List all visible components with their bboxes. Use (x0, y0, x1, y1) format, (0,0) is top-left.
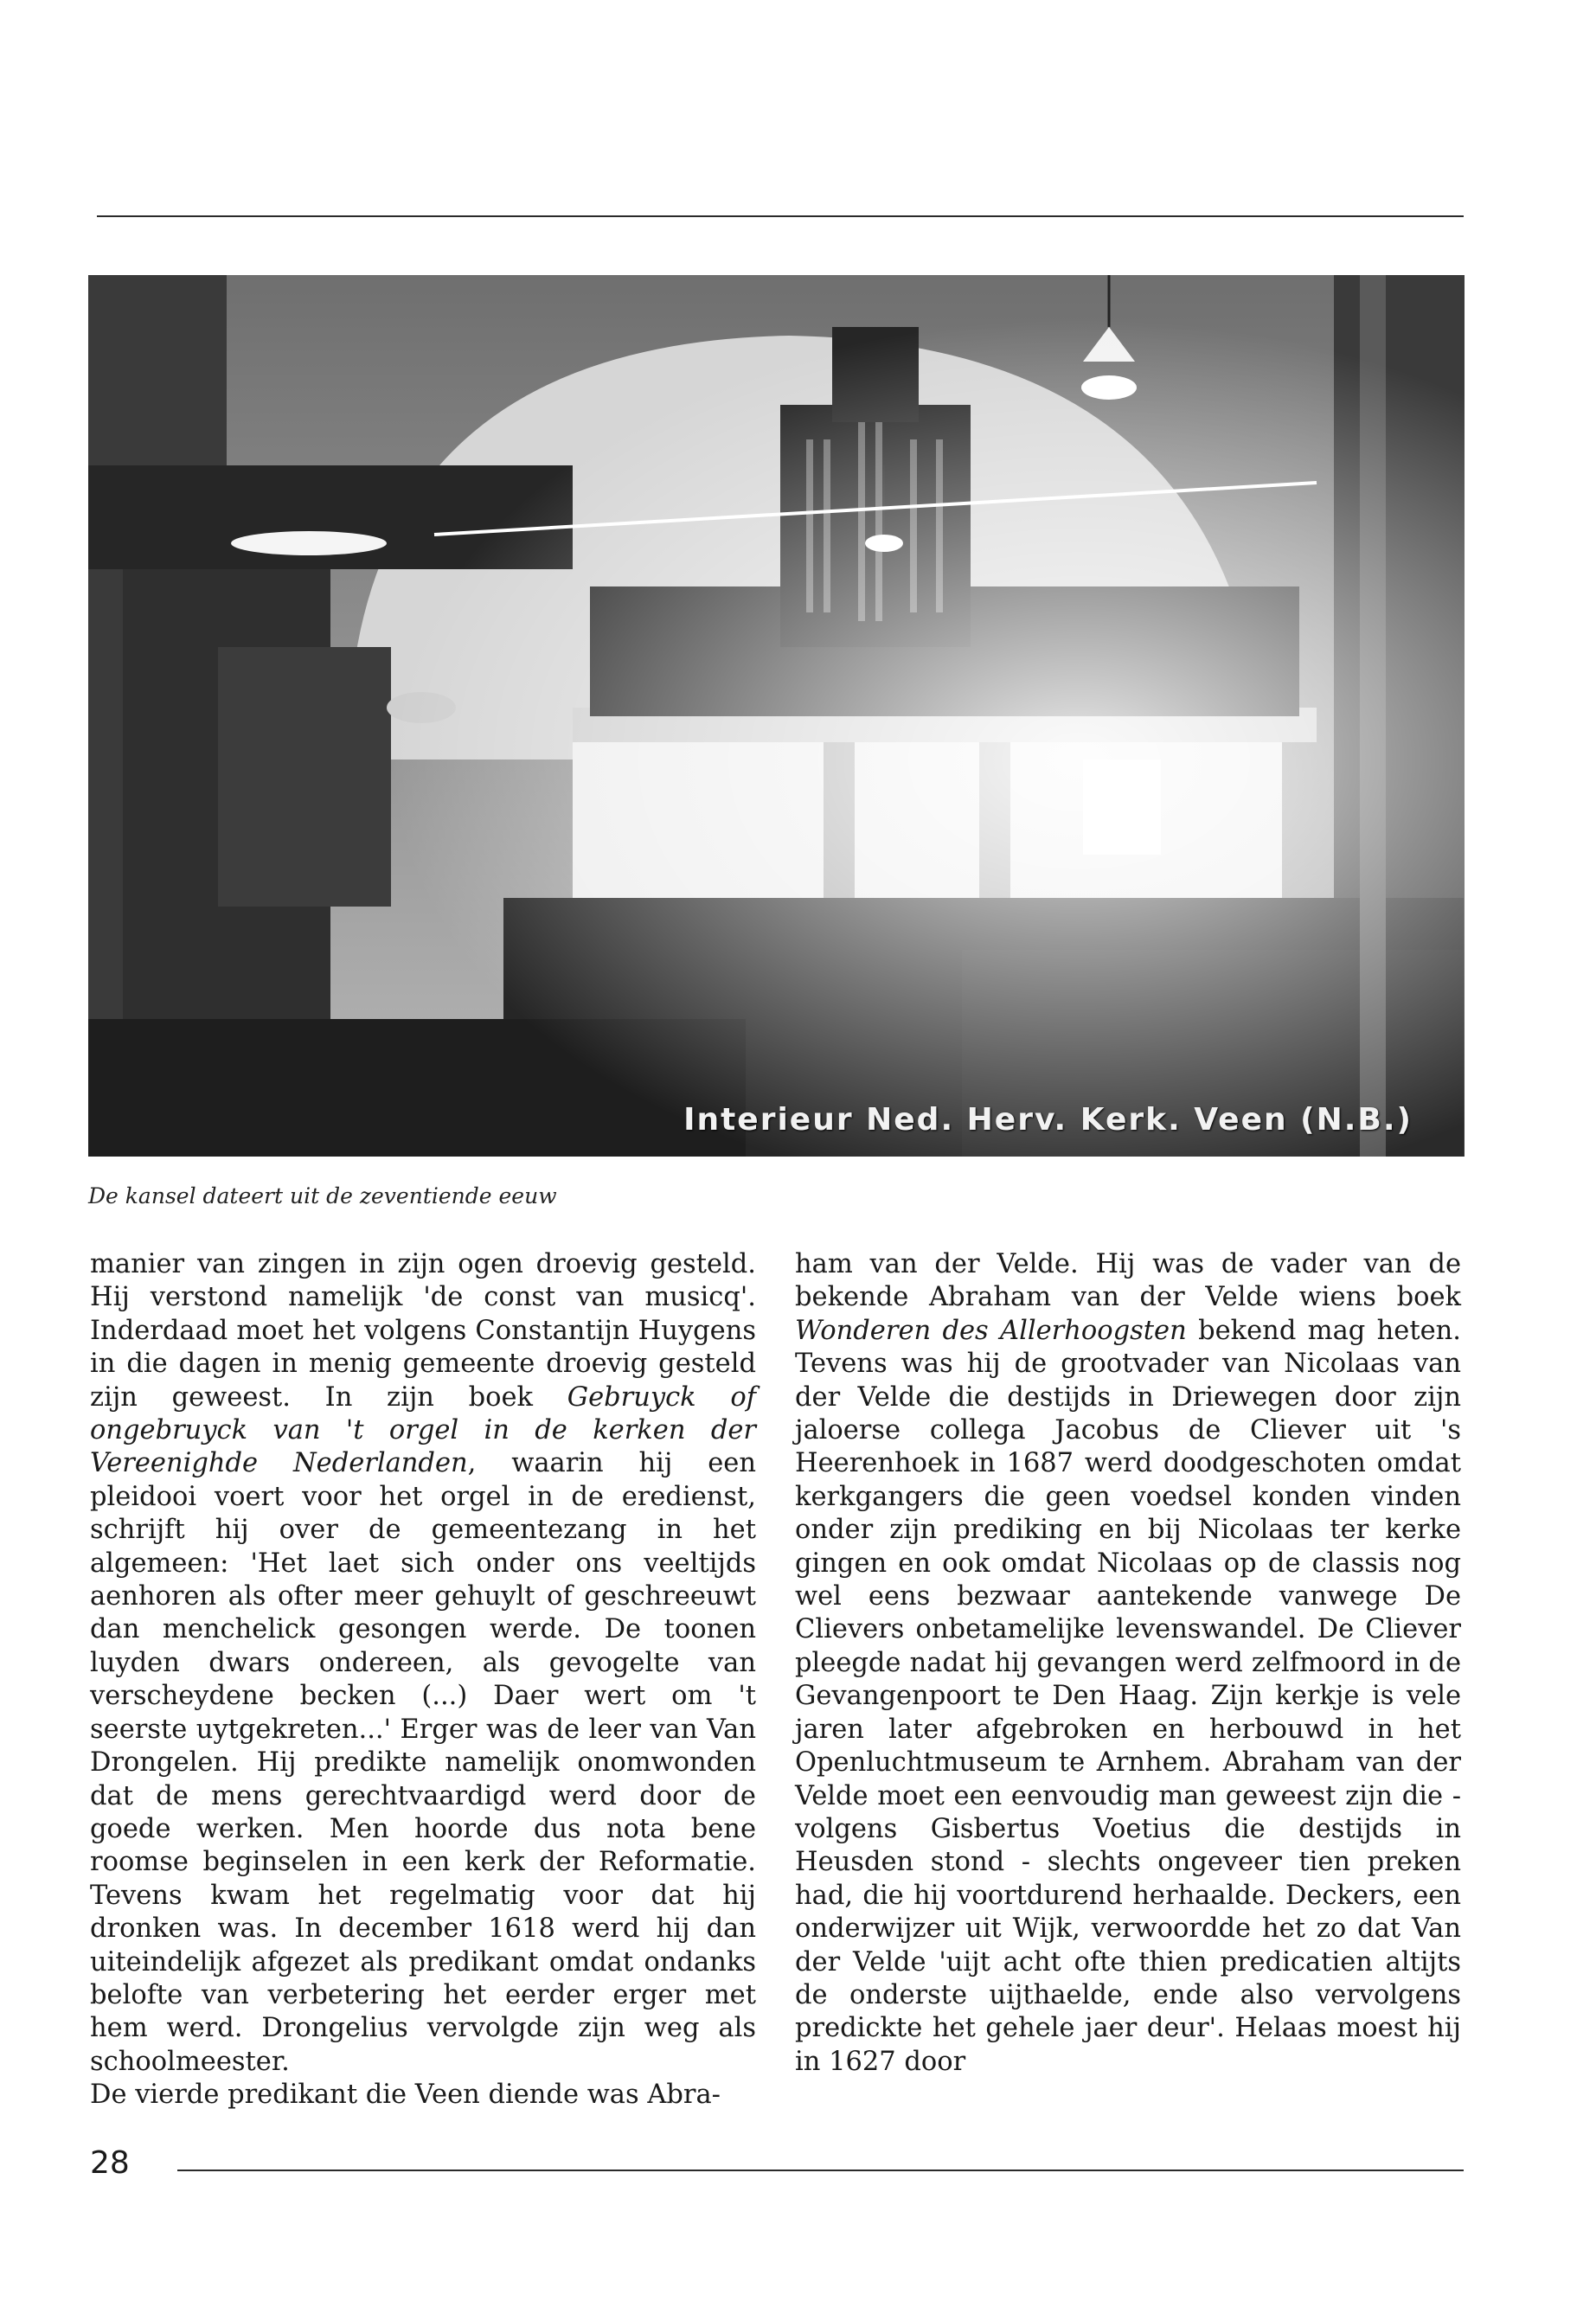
right-column (795, 1248, 1461, 2079)
book-title-wonderen: Wonderen des Allerhoogsten (795, 1315, 1187, 1346)
left-paragraph-1-text-b: , waarin hij een pleidooi voert voor het orgel in de eredienst, schrijft hij over de gemeentezang in het algemeen: 'Het laet sich onder ons veeltijds aenhoren als ofter meer gehuylt of geschreeuwt dan menchelick gesongen werde. De toonen luyden dwars ondereen, als gevogelte van verscheydene becken (...) Daer wert om 't seerste uytgekreten...' Erger was de leer van Van Drongelen. Hij predikte namelijk onomwonden dat de mens gerechtvaardigd werd door de goede werken. Men hoorde dus nota bene roomse beginselen in een kerk der Reformatie. Tevens kwam het regelmatig voor dat hij dronken was. In december 1618 werd hij dan uiteindelijk afgezet als predikant omdat ondanks belofte van verbetering het eerder erger met hem werd. Drongelius vervolgde zijn weg als schoolmeester. (90, 1448, 756, 2077)
left-paragraph-1 (90, 1248, 756, 2079)
left-paragraph-2: De vierde predikant die Veen diende was Abra- (90, 2080, 721, 2111)
photo-caption-text: Interieur Ned. Herv. Kerk. Veen (N.B.) (683, 1102, 1413, 1138)
right-paragraph-1-text-a: ham van der Velde. Hij was de vader van de bekende Abraham van der Velde wiens boek (795, 1249, 1461, 1313)
left-column (90, 1248, 756, 2112)
book-title-gebruyck: Gebruyck of ongebruyck van 't orgel in de kerken der Vereenighde Nederlanden (90, 1381, 756, 1479)
church-interior-photo (88, 275, 1465, 1157)
right-paragraph-1 (795, 1248, 1461, 2079)
left-paragraph-1-text-a: manier van zingen in zijn ogen droevig gesteld. Hij verstond namelijk 'de const van musicq'. Inderdaad moet het volgens Constantijn Huygens in die dagen in menig gemeente droevig gesteld zijn geweest. In zijn boek (90, 1249, 756, 1413)
figure-caption: De kansel dateert uit de zeventiende eeuw (88, 1183, 557, 1208)
header-rule (97, 215, 1464, 217)
page-number: 28 (90, 2145, 130, 2181)
right-paragraph-1-text-b: bekend mag heten. Tevens was hij de grootvader van Nicolaas van der Velde die destijds in Driewegen door zijn jaloerse collega Jacobus de Cliever uit 's Heerenhoek in 1687 werd doodgeschoten omdat kerkgangers die geen voedsel konden vinden onder zijn prediking en bij Nicolaas ter kerke gingen en ook omdat Nicolaas op de classis nog wel eens bezwaar aantekende vanwege De Clievers onbetamelijke levenswandel. De Cliever pleegde nadat hij gevangen werd zelfmoord in de Gevangenpoort te Den Haag. Zijn kerkje is vele jaren later afgebroken en herbouwd in het Openluchtmuseum te Arnhem. Abraham van der Velde moet een eenvoudig man geweest zijn die - volgens Gisbertus Voetius die destijds in Heusden stond - slechts ongeveer tien preken had, die hij voortdurend herhaalde. Deckers, een onderwijzer uit Wijk, verwoordde het zo dat Van der Velde 'uijt acht ofte thien predicatien altijts de onderste uijthaelde, ende also vervolgens predickte het gehele jaer deur'. Helaas moest hij in 1627 door (795, 1315, 1461, 2077)
footer-rule (177, 2170, 1464, 2171)
church-interior-illustration (88, 275, 1465, 1157)
